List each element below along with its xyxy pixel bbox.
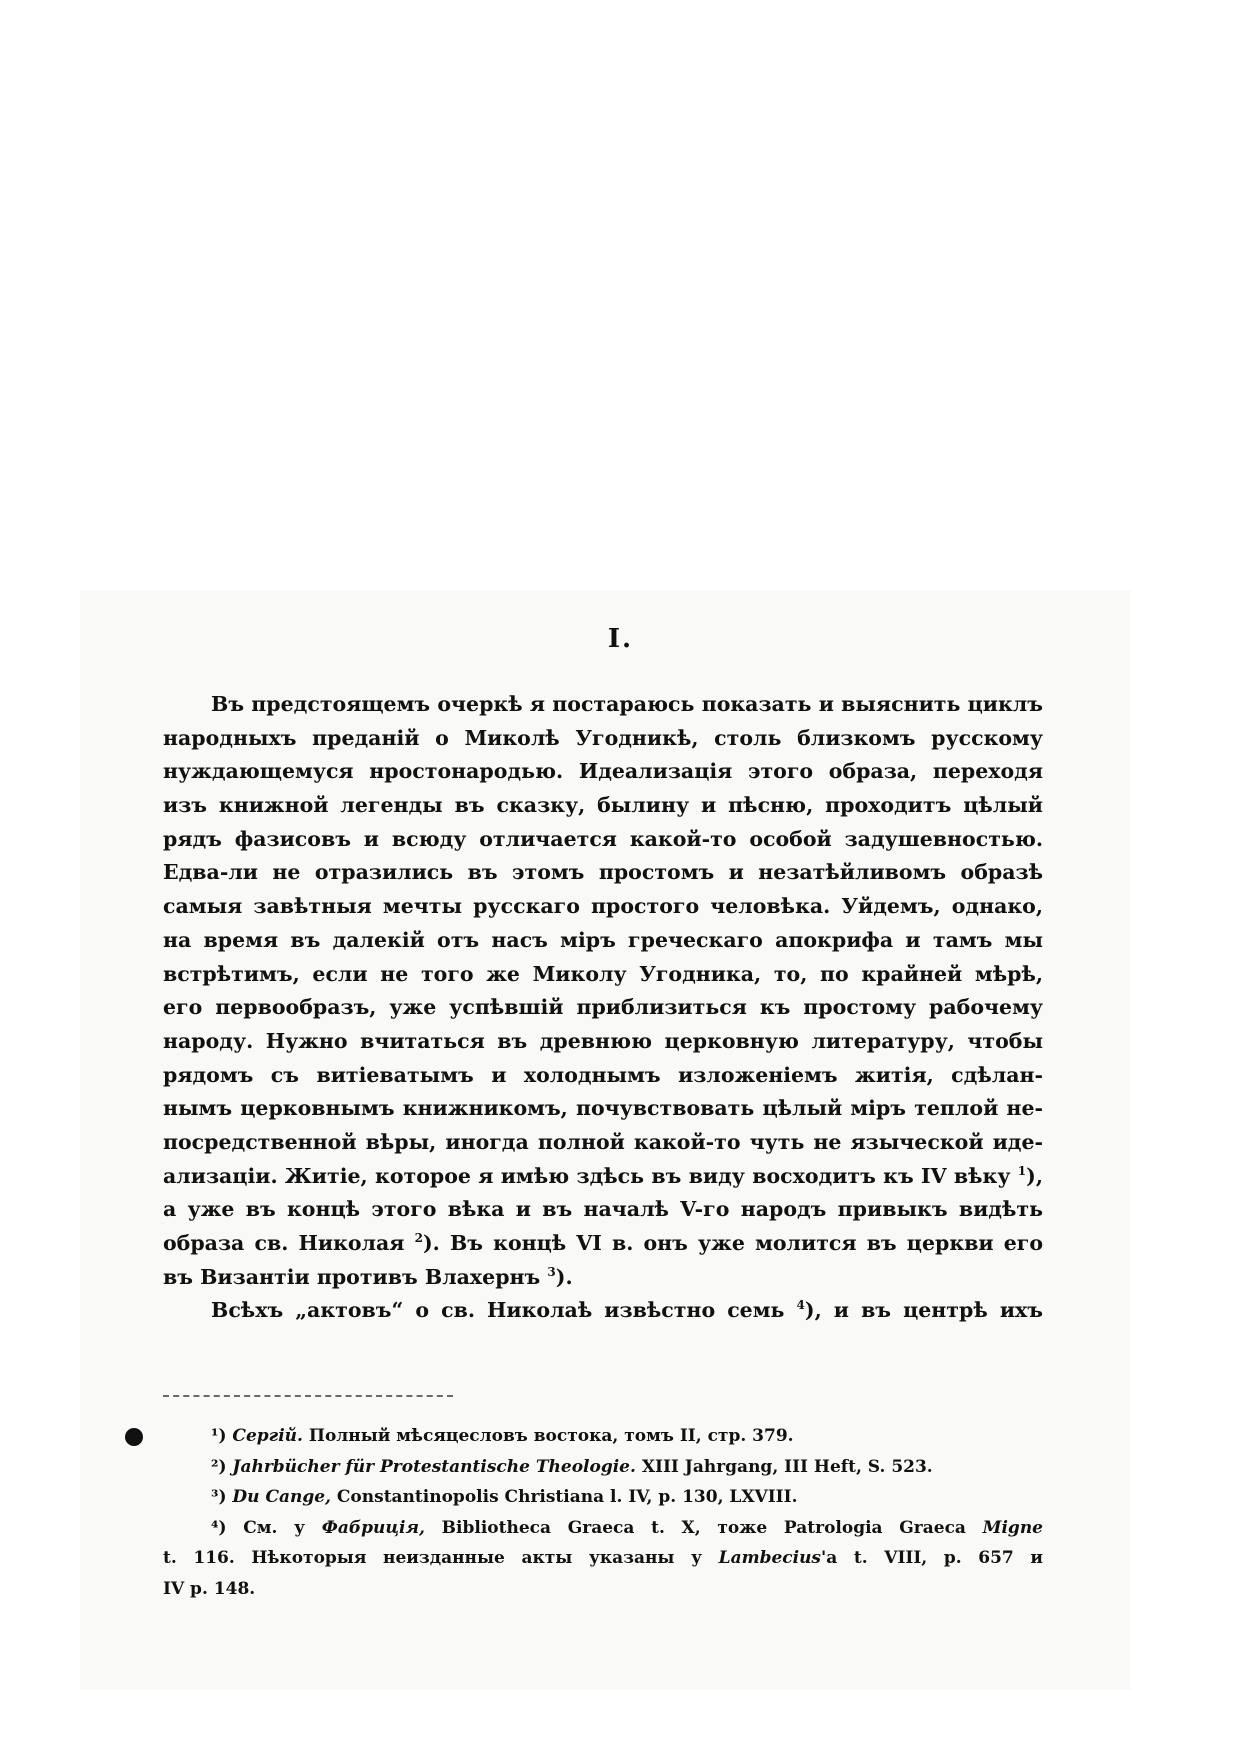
text-line: рядомъ съ витіеватымъ и холоднымъ изложеніемъ житія, сдѣлан- xyxy=(163,1062,1043,1087)
footnote-author: Du Cange, xyxy=(232,1487,331,1507)
footnote-4 xyxy=(163,1513,1043,1544)
footnote-text: Constantinopolis Christiana l. IV, p. 130, LXVIII. xyxy=(336,1487,798,1507)
text-line: народныхъ преданій о Миколѣ Угодникѣ, столь близкомъ русскому xyxy=(163,725,1043,750)
main-text xyxy=(163,688,1043,1328)
text-line xyxy=(163,1261,1043,1295)
text-line: изъ книжной легенды въ сказку, былину и пѣсню, проходитъ цѣлый xyxy=(163,793,1043,818)
text-line: нуждающемуся нростонародью. Идеализація этого образа, переходя xyxy=(163,759,1043,784)
text-segment: Всѣхъ „актовъ“ о св. Николаѣ извѣстно семь xyxy=(211,1298,785,1323)
text-segment: ). Въ концѣ VI в. онъ уже молится въ церкви его xyxy=(422,1231,1043,1255)
footnote-mark: ⁴) xyxy=(211,1517,227,1538)
text-segment: ализаціи. Житіе, которое я имѣю здѣсь въ виду восходитъ къ IV вѣку xyxy=(163,1163,1011,1188)
footnote-title: Jahrbücher für Protestantische Theologie. xyxy=(232,1456,636,1477)
text-line: рядъ фазисовъ и всюду отличается какой-то особой задушевностью. xyxy=(163,826,1043,851)
footnote-mark: ¹) xyxy=(211,1426,227,1446)
text-line: на время въ далекій отъ насъ міръ греческаго апокрифа и тамъ мы xyxy=(163,927,1043,952)
text-line xyxy=(163,1160,1043,1194)
text-line xyxy=(163,1227,1043,1261)
text-line: встрѣтимъ, если не того же Миколу Угодника, то, по крайней мѣрѣ, xyxy=(163,961,1043,986)
footnote-ref-2[interactable]: 2 xyxy=(414,1231,423,1246)
footnote-4-continued: IV p. 148. xyxy=(163,1578,256,1599)
text-line: а уже въ концѣ этого вѣка и въ началѣ V-го народъ привыкъ видѣть xyxy=(163,1197,1043,1222)
footnotes xyxy=(163,1421,1043,1604)
chapter-number: I. xyxy=(607,624,634,654)
text-segment: ), xyxy=(1026,1163,1043,1188)
text-segment: ). xyxy=(555,1264,573,1289)
footnote-author: Сергій. xyxy=(232,1426,303,1446)
footnote-2 xyxy=(163,1452,1043,1483)
footnote-author: Фабриція, xyxy=(321,1517,425,1538)
text-line: Едва-ли не отразились въ этомъ простомъ и незатѣйливомъ образѣ xyxy=(163,860,1043,885)
footnote-author: Lambecius xyxy=(718,1548,822,1568)
text-line: нымъ церковнымъ книжникомъ, почувствовать цѣлый міръ теплой не- xyxy=(163,1096,1043,1121)
text-segment: въ Византіи противъ Влахернъ xyxy=(163,1264,541,1289)
footnote-text: XIII Jahrgang, III Heft, S. 523. xyxy=(641,1456,933,1477)
footnote-text: t. 116. Нѣкоторыя неизданные акты указаны у xyxy=(163,1548,702,1568)
bullet-dot-icon xyxy=(125,1428,143,1446)
text-segment: ), и въ центрѣ ихъ xyxy=(804,1298,1043,1323)
text-segment: образа св. Николая xyxy=(163,1231,405,1255)
footnote-text: 'а t. VIII, p. 657 и xyxy=(821,1548,1043,1568)
text-line: народу. Нужно вчитаться въ древнюю церковную литературу, чтобы xyxy=(163,1028,1043,1053)
footnote-ref-1[interactable]: 1 xyxy=(1017,1163,1027,1178)
footnote-mark: ²) xyxy=(211,1456,227,1477)
footnote-1 xyxy=(163,1421,1043,1452)
footnote-mark: ³) xyxy=(211,1487,227,1507)
text-line: его первообразъ, уже успѣвшій приблизиться къ простому рабочему xyxy=(163,995,1043,1020)
footnote-text: Bibliotheca Graeca t. X, тоже Patrologia Graeca xyxy=(441,1517,966,1538)
footnote-divider xyxy=(163,1395,453,1397)
text-line: самыя завѣтныя мечты русскаго простого человѣка. Уйдемъ, однако, xyxy=(163,894,1043,919)
footnote-3 xyxy=(163,1482,1043,1513)
footnote-ref-4[interactable]: 4 xyxy=(796,1298,805,1313)
footnote-text: См. у xyxy=(243,1517,306,1538)
text-line: Въ предстоящемъ очеркѣ я постараюсь показать и выяснить циклъ xyxy=(211,692,1043,716)
footnote-4-continued xyxy=(163,1543,1043,1574)
text-line: посредственной вѣры, иногда полной какой-то чуть не языческой иде- xyxy=(163,1129,1043,1154)
text-line xyxy=(163,1294,1043,1328)
footnote-author: Migne xyxy=(982,1517,1043,1538)
footnote-text: Полный мѣсяцесловъ востока, томъ II, стр. 379. xyxy=(308,1426,794,1446)
footnote-ref-3[interactable]: 3 xyxy=(547,1264,556,1279)
